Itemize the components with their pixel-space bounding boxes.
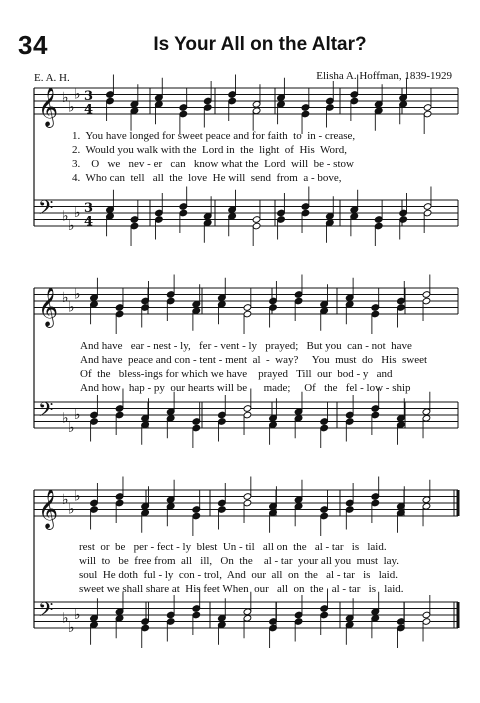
flat-icon: ♭ xyxy=(62,289,69,306)
flat-icon: ♭ xyxy=(74,407,81,423)
verse-3-line-3: soul He doth ful - ly con - trol, And our all on the al - tar is laid. xyxy=(79,569,398,581)
verse-4-line-3: sweet we shall share at His feet When our all on the al - tar is laid. xyxy=(79,583,404,595)
verse-2-line-2: And have peace and con - tent - ment al - way? You must do His sweet xyxy=(80,354,428,366)
flat-icon: ♭ xyxy=(74,205,81,221)
verse-1-line-1: 1. You have longed for sweet peace and for faith to in - crease, xyxy=(72,130,356,142)
flat-icon: ♭ xyxy=(74,607,81,623)
time-signature-top: 3 xyxy=(84,201,94,216)
bass-clef-icon: 𝄢 xyxy=(38,196,54,224)
hymn-number: 34 xyxy=(18,30,48,60)
flat-icon: ♭ xyxy=(68,420,75,436)
verse-4-line-2: And how hap - py our hearts will be made; Of the fel - low - ship xyxy=(80,382,411,394)
flat-icon: ♭ xyxy=(62,410,69,427)
bass-clef-icon: 𝄢 xyxy=(38,598,54,626)
treble-clef-icon: 𝄞 xyxy=(38,489,59,529)
verse-1-line-3: rest or be per - fect - ly blest Un - til all on the al - tar is laid. xyxy=(79,541,387,553)
time-signature-top: 3 xyxy=(84,89,94,104)
verse-3-line-2: Of the bless-ings for which we have prayed Till our bod - y and xyxy=(80,368,393,380)
verse-1-line-2: And have ear - nest - ly, fer - vent - ly prayed; But you can - not have xyxy=(80,340,412,352)
flat-icon: ♭ xyxy=(68,620,75,636)
verse-2-line-1: 2. Would you walk with the Lord in the light of His Word, xyxy=(72,144,347,156)
verse-3-line-1: 3. O we nev - er can know what the Lord will be - stow xyxy=(72,158,354,170)
verse-4-line-1: 4. Who can tell all the love He will send from a - bove, xyxy=(72,172,342,184)
verse-2-line-3: will to be free from all ill, On the al - tar your all you must lay. xyxy=(79,555,400,567)
treble-clef-icon: 𝄞 xyxy=(38,287,59,327)
treble-clef-icon: 𝄞 xyxy=(38,87,59,127)
flat-icon: ♭ xyxy=(62,208,69,225)
flat-icon: ♭ xyxy=(68,99,75,116)
bass-clef-icon: 𝄢 xyxy=(38,398,54,426)
flat-icon: ♭ xyxy=(68,218,75,234)
time-signature-bottom: 4 xyxy=(84,214,94,230)
composer-credit: E. A. H. xyxy=(34,72,70,84)
time-signature-bottom: 4 xyxy=(84,102,94,118)
flat-icon: ♭ xyxy=(62,610,69,627)
flat-icon: ♭ xyxy=(68,501,75,518)
flat-icon: ♭ xyxy=(62,89,69,106)
flat-icon: ♭ xyxy=(62,491,69,508)
flat-icon: ♭ xyxy=(74,86,81,103)
hymn-title: Is Your All on the Altar? xyxy=(153,34,367,55)
author-credit: Elisha A. Hoffman, 1839-1929 xyxy=(316,70,452,82)
flat-icon: ♭ xyxy=(74,488,81,505)
flat-icon: ♭ xyxy=(74,286,81,303)
flat-icon: ♭ xyxy=(68,299,75,316)
